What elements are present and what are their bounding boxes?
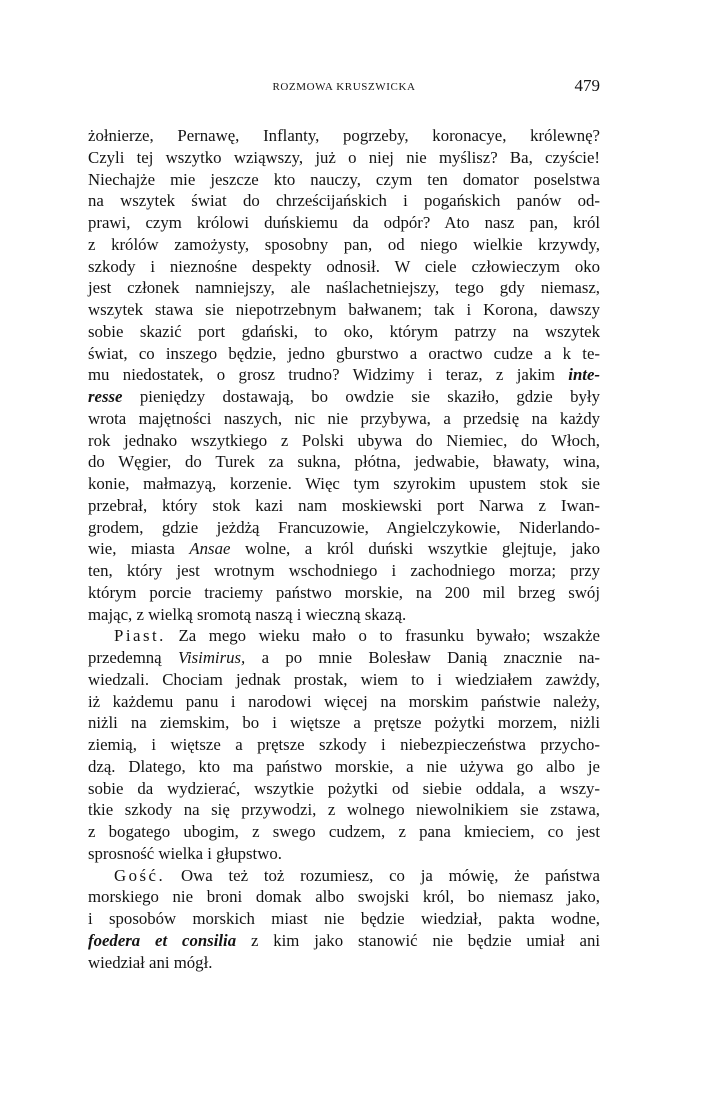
text-line [88,538,600,560]
text-line: którym porcie traciemy państwo morskie, na 200 mil brzeg swój [88,582,600,602]
text-line: rok jednako wszytkiego z Polski ubywa do Niemiec, do Włoch, [88,430,600,450]
text-line: Czyli tej wszytko wziąwszy, już o niej nie myślisz? Ba, czyście! [88,147,600,167]
text-run: Owa też toż rozumiesz, co ja mówię, że państwa [165,865,600,885]
text-line: dzą. Dlatego, kto ma państwo morskie, a nie używa go albo je [88,756,600,776]
latin-term: inte- [568,365,600,385]
running-header [88,76,600,100]
text-line: z bogatego ubogim, z swego cudzem, z pana kmieciem, co jest [88,822,600,841]
text-line: prawi, czym królowi duńskiemu da odpór? Ato nasz pan, król [88,213,600,232]
latin-term: foedera et consilia [88,930,237,950]
text-line: niżli na ziemskim, bo i więtsze a prętsze pożytki morzem, niżli [88,713,600,733]
running-title: ROZMOWA KRUSZWICKA [272,81,416,93]
text-line: do Węgier, do Turek za sukna, płótna, jedwabie, bławaty, wina, [88,452,600,472]
text-line [88,364,600,386]
text-line: sobie da wydzierać, wszytkie pożytki od siebie oddala, a wszy- [88,778,600,798]
text-line: szkody i nieznośne despekty odnosił. W ciele człowieczym oko [88,256,600,276]
text-line: wrota majętności naszych, nic nie przybywa, a przedsię na każdy [88,408,600,428]
text-line: na wszytek świat do chrześcijańskich i pogańskich panów od- [88,191,600,211]
text-line: wszytek stawa sie niepotrzebnym bałwanem; tak i Korona, dawszy [88,300,600,319]
text-run: wie, miasta [88,539,190,559]
text-line: wiedzali. Chociam jednak prostak, wiem to i wiedziałem zawżdy, [88,669,600,689]
text-line: żołnierze, Pernawę, Inflanty, pogrzeby, koronacye, królewnę? [88,126,600,145]
text-line: grodem, gdzie jeżdżą Francuzowie, Angielczykowie, Niderlando- [88,517,600,537]
text-line: przebrał, który stok kazi nam moskiewski port Narwa z Iwan- [88,495,600,515]
text-line [88,930,600,952]
text-line: jest członek namniejszy, ale naślachetniejszy, tego gdy niemasz, [88,278,600,298]
latin-term: resse [88,387,123,406]
latin-term: Ansae [189,539,231,559]
text-line [88,647,600,669]
text-line: sobie skazić port gdański, to oko, którym patrzy na wszytek [88,321,600,341]
text-run: pieniędzy dostawają, bo owdzie sie skaziło, gdzie były [122,387,600,406]
text-line [88,865,600,887]
text-line: Niechajże mie jeszcze kto nauczy, czym ten domator poselstwa [88,169,600,189]
page-number: 479 [574,76,600,95]
text-run: z kim jako stanowić nie będzie umiał ani [236,930,600,950]
speaker-name: Piast. [114,626,166,646]
text-line: ten, który jest wrotnym wschodniego i zachodniego morza; przy [88,561,600,580]
text-line: ziemią, i więtsze a prętsze szkody i niebezpieczeństwa przycho- [88,735,600,754]
text-line: z królów zamożysty, sposobny pan, od niego wielkie krzywdy, [88,234,600,254]
body-text [88,125,600,973]
text-run: a po mnie Bolesław Danią znacznie na- [245,648,600,667]
text-line: sprosność wielka i głupstwo. [88,843,282,863]
text-run: mu niedostatek, o grosz trudno? Widzimy i teraz, z jakim [88,365,569,385]
speaker-name: Gość. [114,865,166,885]
text-line [88,625,600,647]
text-run: przedemną [88,648,178,667]
text-line: świat, co inszego będzie, jedno gburstwo a oractwo cudze a k te- [88,343,600,363]
text-line [88,386,600,408]
text-line: tkie szkody na się przywodzi, z wolnego niewolnikiem sie zstawa, [88,800,600,820]
text-line: konie, małmazyą, korzenie. Więc tym szyrokim upustem stok sie [88,474,600,493]
text-line: iż każdemu panu i narodowi więcej na morskim państwie należy, [88,691,600,711]
text-line: morskiego nie broni domak albo swojski król, bo niemasz jako, [88,887,600,907]
text-line: i sposobów morskich miast nie będzie wiedział, pakta wodne, [88,909,600,928]
text-run: Za mego wieku mało o to frasunku bywało; wszakże [165,626,600,646]
text-line: wiedział ani mógł. [88,952,213,972]
latin-term: Visimirus, [177,648,246,667]
text-run: wolne, a król duński wszytkie glejtuje, jako [230,539,600,559]
text-line: mając, z wielką sromotą naszą i wieczną skazą. [88,604,407,624]
